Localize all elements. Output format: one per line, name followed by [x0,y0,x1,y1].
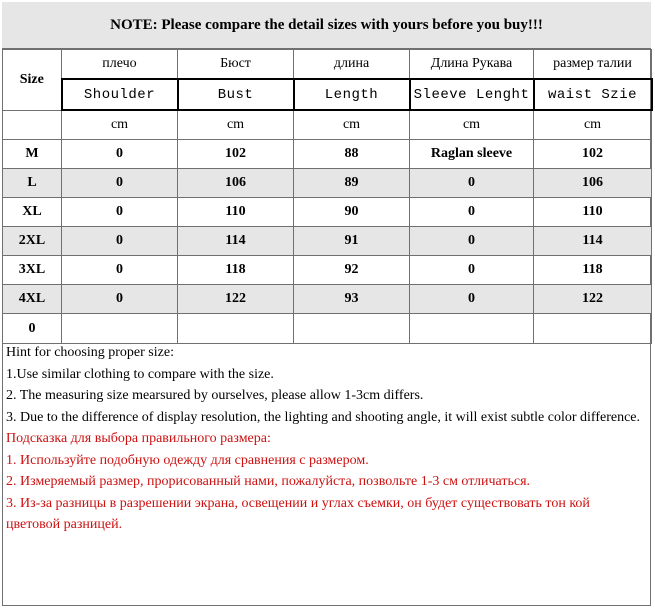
table-row [3,140,652,169]
table-row [3,198,652,227]
unit-cell: cm [178,110,294,140]
bust-value: 106 [178,169,294,198]
bust-value: 102 [178,140,294,169]
waist-value: 106 [534,169,652,198]
table-row [3,285,652,314]
waist-value: 118 [534,256,652,285]
hint-ru-3: 3. Из-за разницы в разрешении экрана, освещении и углах съемки, он будет существовать тон кой цветовой разницей. [6,495,590,532]
unit-row [3,110,652,140]
size-label: 4XL [3,285,62,314]
size-label: 3XL [3,256,62,285]
hint-en-2: 2. The measuring size mearsured by ourselves, please allow 1-3cm differs. [6,388,424,403]
shoulder-value: 0 [62,256,178,285]
hint-ru-1: 1. Используйте подобную одежду для сравнения с размером. [6,452,369,468]
bust-value: 118 [178,256,294,285]
hint-ru-title: Подсказка для выбора правильного размера: [6,431,271,446]
en-header-sleeve: Sleeve Lenght [410,79,534,110]
ru-header-length: длина [294,50,410,80]
english-header-row [3,79,652,110]
length-value: 91 [294,227,410,256]
bust-value: 110 [178,198,294,227]
en-header-bust: Bust [178,79,294,110]
size-label: 2XL [3,227,62,256]
length-value: 90 [294,198,410,227]
size-label: M [3,140,62,169]
hint-en-3: 3. Due to the difference of display resolution, the lighting and shooting angle, it will exist subtle color difference. [6,409,640,425]
note-banner [2,2,651,49]
size-column-header: Size [3,50,62,111]
en-header-waist: waist Szie [534,79,652,110]
sleeve-value: 0 [410,169,534,198]
size-label: 0 [3,314,62,344]
bust-value: 114 [178,227,294,256]
length-value: 92 [294,256,410,285]
hint-ru-2: 2. Измеряемый размер, прорисованный нами, пожалуйста, позвольте 1-3 см отличаться. [6,474,531,489]
size-label: XL [3,198,62,227]
sleeve-value: 0 [410,227,534,256]
unit-cell: cm [294,110,410,140]
ru-header-sleeve: Длина Рукава [410,50,534,80]
waist-value: 122 [534,285,652,314]
waist-value: 102 [534,140,652,169]
table-row [3,169,652,198]
ru-header-bust: Бюст [178,50,294,80]
en-header-shoulder: Shoulder [62,79,178,110]
shoulder-value: 0 [62,285,178,314]
size-label: L [3,169,62,198]
sleeve-value: Raglan sleeve [410,140,534,169]
length-value: 89 [294,169,410,198]
hint-en-1: 1.Use similar clothing to compare with the size. [6,366,274,382]
hints-section [2,339,651,606]
sleeve-value: 0 [410,285,534,314]
unit-cell: cm [534,110,652,140]
shoulder-value: 0 [62,140,178,169]
waist-value: 110 [534,198,652,227]
ru-header-shoulder: плечо [62,50,178,80]
table-row [3,256,652,285]
length-value: 93 [294,285,410,314]
length-value: 88 [294,140,410,169]
bust-value: 122 [178,285,294,314]
sleeve-value: 0 [410,256,534,285]
sleeve-value: 0 [410,198,534,227]
ru-header-waist: размер талии [534,50,652,80]
en-header-length: Length [294,79,410,110]
russian-header-row [3,50,652,80]
shoulder-value: 0 [62,198,178,227]
shoulder-value: 0 [62,227,178,256]
unit-cell: cm [410,110,534,140]
table-row [3,227,652,256]
size-table [2,49,653,344]
hint-en-title: Hint for choosing proper size: [6,345,174,360]
unit-blank-cell [3,110,62,140]
unit-cell: cm [62,110,178,140]
shoulder-value: 0 [62,169,178,198]
waist-value: 114 [534,227,652,256]
note-text: NOTE: Please compare the detail sizes with yours before you buy!!! [110,16,543,33]
